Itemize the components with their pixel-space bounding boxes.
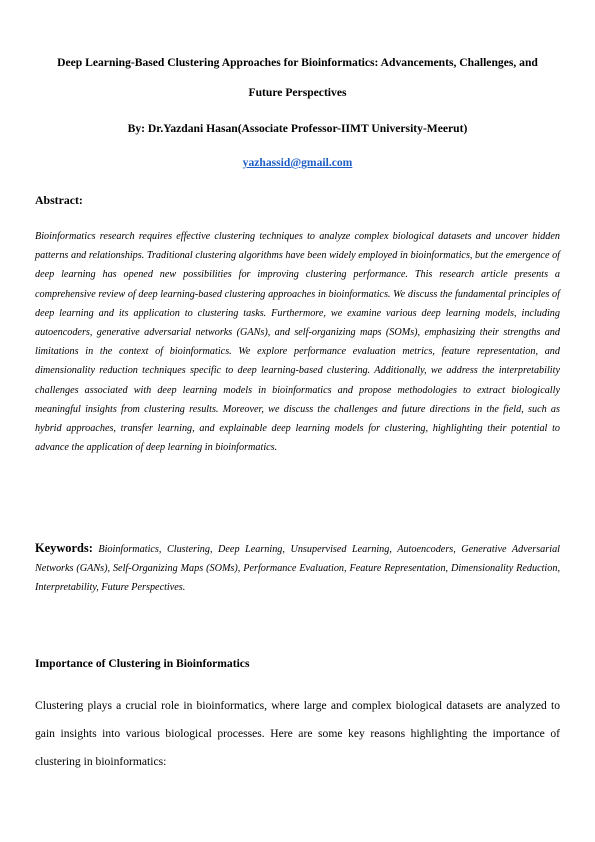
paper-title-line-1: Deep Learning-Based Clustering Approaches for Bioinformatics: Advancements, Challenges, and	[57, 56, 538, 69]
email-line	[30, 156, 565, 170]
section-heading-importance: Importance of Clustering in Bioinformatics	[35, 657, 250, 670]
abstract-body: Bioinformatics research requires effective clustering techniques to analyze complex biological datasets and uncover hidden patterns and relationships. Traditional clustering algorithms have been widely employed in bioinformatics, but the emergence of deep learning has opened new possibilities for improving clustering performance. This research article presents a comprehensive review of deep learning-based clustering approaches in bioinformatics. We discuss the fundamental principles of deep learning and its application to clustering tasks. Furthermore, we examine various deep learning models, including autoencoders, generative adversarial networks (GANs), and self-organizing maps (SOMs), emphasizing their strengths and limitations in the context of bioinformatics. We explore performance evaluation metrics, feature representation, and dimensionality reduction techniques specific to deep learning-based clustering. Additionally, we address the interpretability challenges associated with deep learning models in bioinformatics and propose methodologies to extract biologically meaningful insights from clustering results. Moreover, we discuss the challenges and future directions in the field, such as hybrid approaches, transfer learning, and explainable deep learning models for clustering, highlighting their potential to advance the application of deep learning in bioinformatics.	[35, 231, 560, 454]
keywords-text: Bioinformatics, Clustering, Deep Learning, Unsupervised Learning, Autoencoders, Generative Adversarial Networks (GANs), Self-Organizing Maps (SOMs), Performance Evaluation, Feature Representation, Dimensionality Reduction, Interpretability, Future Perspectives.	[35, 544, 560, 594]
keywords-paragraph	[35, 539, 560, 598]
keywords-label: Keywords:	[35, 541, 93, 555]
author-line: By: Dr.Yazdani Hasan(Associate Professor-IIMT University-Meerut)	[127, 122, 468, 135]
section-body-importance: Clustering plays a crucial role in bioinformatics, where large and complex biological datasets are analyzed to gain insights into various biological processes. Here are some key reasons highlighting the importance of clustering in bioinformatics:	[35, 699, 560, 768]
abstract-heading: Abstract:	[35, 193, 83, 207]
email-link[interactable]: yazhassid@gmail.com	[242, 156, 353, 169]
paper-title-line-2: Future Perspectives	[248, 86, 347, 99]
